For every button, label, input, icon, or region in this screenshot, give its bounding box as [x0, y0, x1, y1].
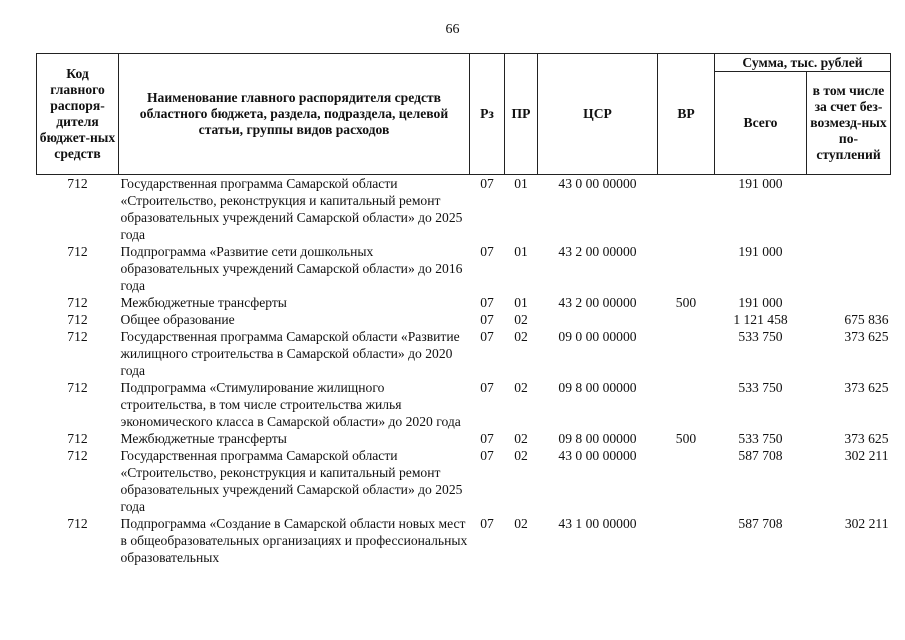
- cell-free: [807, 175, 891, 244]
- cell-code: 712: [67, 295, 88, 310]
- cell-pr: 02: [514, 448, 528, 463]
- cell-name: Подпрограмма «Стимулирование жилищного строительства, в том числе строительства жилья экономического класса в Самарской области» до 2020 года: [120, 380, 461, 429]
- cell-rz: 07: [480, 176, 494, 191]
- cell-rz: 07: [480, 329, 494, 344]
- cell-code: 712: [67, 516, 88, 531]
- header-code: Код главного распоря-дителя бюджет-ных средств: [37, 54, 119, 175]
- cell-vr: [658, 243, 715, 294]
- cell-code: 712: [67, 380, 88, 395]
- table-row: [37, 294, 891, 311]
- header-pr: ПР: [505, 54, 538, 175]
- cell-total: 587 708: [738, 516, 783, 531]
- cell-rz: 07: [480, 244, 494, 259]
- header-name: Наименование главного распорядителя средств областного бюджета, раздела, подраздела, целевой статьи, группы видов расходов: [119, 54, 470, 175]
- cell-vr: 500: [675, 431, 697, 446]
- header-rz: Рз: [470, 54, 505, 175]
- cell-rz: 07: [480, 448, 494, 463]
- cell-vr: [658, 328, 715, 379]
- cell-total: 533 750: [738, 329, 783, 344]
- cell-free: 302 211: [844, 516, 889, 531]
- cell-rz: 07: [480, 431, 494, 446]
- table-row: [37, 447, 891, 515]
- header-total: Всего: [715, 72, 807, 175]
- cell-code: 712: [67, 176, 88, 191]
- table-header: [37, 54, 891, 175]
- cell-pr: 01: [514, 176, 528, 191]
- cell-total: 191 000: [738, 244, 783, 259]
- cell-csr: 09 8 00 00000: [558, 431, 637, 446]
- cell-pr: 02: [514, 516, 528, 531]
- cell-vr: [658, 311, 715, 328]
- cell-name: Государственная программа Самарской области «Строительство, реконструкция и капитальный ремонт образовательных учреждений Самарской области» до 2025 года: [120, 448, 463, 514]
- header-csr: ЦСР: [538, 54, 658, 175]
- cell-pr: 02: [514, 380, 528, 395]
- table-row: [37, 328, 891, 379]
- budget-table: [36, 53, 891, 566]
- table-row: [37, 311, 891, 328]
- cell-total: 533 750: [738, 380, 783, 395]
- cell-name: Межбюджетные трансферты: [120, 295, 287, 310]
- cell-pr: 02: [514, 312, 528, 327]
- cell-rz: 07: [480, 380, 494, 395]
- cell-vr: [658, 447, 715, 515]
- cell-name: Государственная программа Самарской области «Строительство, реконструкция и капитальный ремонт образовательных учреждений Самарской области» до 2025 года: [120, 176, 463, 242]
- cell-total: 533 750: [738, 431, 783, 446]
- cell-name: Подпрограмма «Развитие сети дошкольных образовательных учреждений Самарской области» до 2016 года: [120, 244, 463, 293]
- table-row: [37, 175, 891, 244]
- cell-free: [807, 243, 891, 294]
- cell-name: Государственная программа Самарской области «Развитие жилищного строительства в Самарской области» до 2020 года: [120, 329, 460, 378]
- cell-csr: 43 0 00 00000: [558, 176, 637, 191]
- cell-vr: [658, 379, 715, 430]
- table-row: [37, 515, 891, 566]
- cell-pr: 01: [514, 295, 528, 310]
- cell-csr: [538, 311, 658, 328]
- cell-code: 712: [67, 431, 88, 446]
- table-row: [37, 430, 891, 447]
- cell-vr: [658, 515, 715, 566]
- cell-vr: [658, 175, 715, 244]
- cell-code: 712: [67, 244, 88, 259]
- header-vr: ВР: [658, 54, 715, 175]
- cell-csr: 43 2 00 00000: [558, 244, 637, 259]
- table-body: [37, 175, 891, 567]
- cell-total: 1 121 458: [733, 312, 788, 327]
- cell-csr: 43 2 00 00000: [558, 295, 637, 310]
- page-number: 66: [445, 22, 460, 37]
- cell-pr: 02: [514, 329, 528, 344]
- cell-code: 712: [67, 329, 88, 344]
- cell-free: 675 836: [844, 312, 889, 327]
- cell-csr: 43 1 00 00000: [558, 516, 637, 531]
- cell-free: 373 625: [844, 380, 889, 395]
- cell-csr: 09 8 00 00000: [558, 380, 637, 395]
- cell-total: 191 000: [738, 176, 783, 191]
- cell-rz: 07: [480, 312, 494, 327]
- cell-free: [807, 294, 891, 311]
- cell-free: 373 625: [844, 329, 889, 344]
- cell-name: Межбюджетные трансферты: [120, 431, 287, 446]
- table-row: [37, 243, 891, 294]
- header-sum: Сумма, тыс. рублей: [715, 54, 891, 72]
- cell-code: 712: [67, 312, 88, 327]
- cell-pr: 01: [514, 244, 528, 259]
- cell-pr: 02: [514, 431, 528, 446]
- table-row: [37, 379, 891, 430]
- cell-name: Подпрограмма «Создание в Самарской области новых мест в общеобразовательных организациях и профессиональных образовательных: [120, 516, 468, 565]
- cell-free: 373 625: [844, 431, 889, 446]
- cell-code: 712: [67, 448, 88, 463]
- cell-free: 302 211: [844, 448, 889, 463]
- cell-rz: 07: [480, 516, 494, 531]
- cell-vr: 500: [675, 295, 697, 310]
- cell-total: 587 708: [738, 448, 783, 463]
- cell-rz: 07: [480, 295, 494, 310]
- cell-name: Общее образование: [120, 312, 235, 327]
- cell-csr: 09 0 00 00000: [558, 329, 637, 344]
- header-free: в том числе за счет без-возмезд-ных по-ступлений: [807, 72, 891, 175]
- cell-total: 191 000: [738, 295, 783, 310]
- cell-csr: 43 0 00 00000: [558, 448, 637, 463]
